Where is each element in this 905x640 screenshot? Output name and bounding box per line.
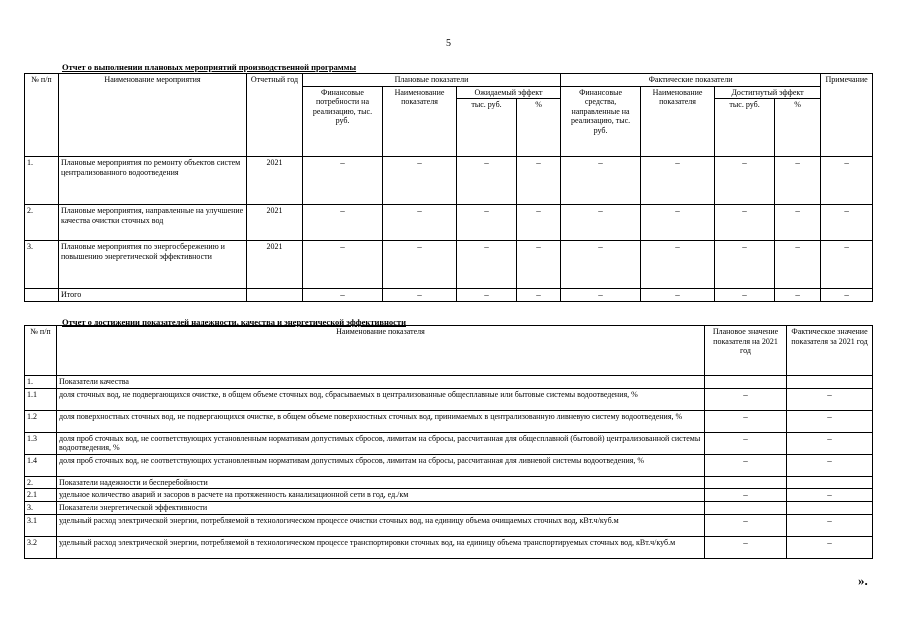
row-num: 1.3 bbox=[25, 432, 57, 454]
row-plan-value: – bbox=[705, 514, 787, 536]
row-fact-value: – bbox=[787, 514, 873, 536]
row-indicator-name: удельное количество аварий и засоров в расчете на протяженность канализационной сети в год, ед./км bbox=[57, 489, 705, 502]
row-indicator-name: доля проб сточных вод, не соответствующих установленным нормативам допустимых сбросов, лимитам на сбросы, рассчитанная для ливневой системы водоотведения, % bbox=[57, 454, 705, 476]
row-value: – bbox=[303, 241, 383, 289]
total-year bbox=[247, 289, 303, 302]
row-value: – bbox=[457, 157, 517, 205]
total-label: Итого bbox=[59, 289, 247, 302]
header-fact-effect: Достигнутый эффект bbox=[715, 86, 821, 99]
header-activity-name: Наименование мероприятия bbox=[59, 74, 247, 157]
row-fact-value: – bbox=[787, 454, 873, 476]
table-row bbox=[25, 388, 873, 410]
table-row bbox=[25, 432, 873, 454]
header-fact-financing: Финансовые средства, направленные на реализацию, тыс. руб. bbox=[561, 86, 641, 157]
row-value: – bbox=[561, 205, 641, 241]
row-plan-value: – bbox=[705, 388, 787, 410]
table-row bbox=[25, 514, 873, 536]
indicators-table bbox=[24, 325, 873, 559]
header-fact-percent: % bbox=[775, 99, 821, 157]
row-value: – bbox=[383, 205, 457, 241]
closing-quote: ». bbox=[858, 573, 868, 588]
row-value: – bbox=[821, 205, 873, 241]
section-row bbox=[25, 376, 873, 389]
program-activities-table bbox=[24, 73, 873, 302]
section-row bbox=[25, 502, 873, 515]
table-row bbox=[25, 489, 873, 502]
row-year: 2021 bbox=[247, 205, 303, 241]
total-row bbox=[25, 289, 873, 302]
row-value: – bbox=[517, 157, 561, 205]
row-value: – bbox=[775, 157, 821, 205]
header-year: Отчетный год bbox=[247, 74, 303, 157]
total-value: – bbox=[775, 289, 821, 302]
section-row bbox=[25, 476, 873, 489]
header-plan-effect: Ожидаемый эффект bbox=[457, 86, 561, 99]
row-plan-value: – bbox=[705, 432, 787, 454]
header-fact-value: Фактическое значение показателя за 2021 год bbox=[787, 326, 873, 376]
row-year: 2021 bbox=[247, 241, 303, 289]
row-indicator-name: удельный расход электрической энергии, потребляемой в технологическом процессе транспортировки сточных вод, на единицу объема транспортируемых сточных вод, кВт.ч/куб.м bbox=[57, 536, 705, 558]
table-row bbox=[25, 454, 873, 476]
row-num: 3.2 bbox=[25, 536, 57, 558]
row-value: – bbox=[561, 241, 641, 289]
row-value: – bbox=[457, 241, 517, 289]
header-plan-value: Плановое значение показателя на 2021 год bbox=[705, 326, 787, 376]
row-num: 1.1 bbox=[25, 388, 57, 410]
row-value: – bbox=[517, 241, 561, 289]
row-value: – bbox=[641, 241, 715, 289]
header-plan-indicator-name: Наименование показателя bbox=[383, 86, 457, 157]
header-plan-percent: % bbox=[517, 99, 561, 157]
row-indicator-name: Показатели энергетической эффективности bbox=[57, 502, 705, 515]
page-number: 5 bbox=[446, 38, 451, 49]
row-plan-value bbox=[705, 502, 787, 515]
header-plan-financing: Финансовые потребности на реализацию, тыс. руб. bbox=[303, 86, 383, 157]
header-note: Примечание bbox=[821, 74, 873, 157]
row-plan-value: – bbox=[705, 489, 787, 502]
table-row bbox=[25, 410, 873, 432]
header-num: № п/п bbox=[25, 326, 57, 376]
row-activity-name: Плановые мероприятия, направленные на улучшение качества очистки сточных вод bbox=[59, 205, 247, 241]
row-plan-value: – bbox=[705, 536, 787, 558]
table-row bbox=[25, 157, 873, 205]
row-value: – bbox=[303, 205, 383, 241]
row-fact-value: – bbox=[787, 489, 873, 502]
row-year: 2021 bbox=[247, 157, 303, 205]
row-activity-name: Плановые мероприятия по энергосбережению и повышению энергетической эффективности bbox=[59, 241, 247, 289]
row-fact-value bbox=[787, 502, 873, 515]
row-num: 2. bbox=[25, 205, 59, 241]
header-plan-group: Плановые показатели bbox=[303, 74, 561, 87]
row-value: – bbox=[457, 205, 517, 241]
total-value: – bbox=[641, 289, 715, 302]
row-value: – bbox=[383, 241, 457, 289]
row-value: – bbox=[715, 157, 775, 205]
row-value: – bbox=[641, 157, 715, 205]
row-num: 1. bbox=[25, 157, 59, 205]
row-num: 3. bbox=[25, 502, 57, 515]
row-fact-value: – bbox=[787, 388, 873, 410]
total-value: – bbox=[561, 289, 641, 302]
row-value: – bbox=[715, 205, 775, 241]
row-num: 3.1 bbox=[25, 514, 57, 536]
row-plan-value bbox=[705, 476, 787, 489]
row-indicator-name: доля проб сточных вод, не соответствующих установленным нормативам допустимых сбросов, лимитам на сбросы, рассчитанная для общесплавной (бытовой) централизованной системы водоотведения, % bbox=[57, 432, 705, 454]
row-activity-name: Плановые мероприятия по ремонту объектов систем централизованного водоотведения bbox=[59, 157, 247, 205]
row-indicator-name: доля сточных вод, не подвергающихся очистке, в общем объеме сточных вод, сбрасываемых в централизованные общесплавные или бытовые системы водоотведения, % bbox=[57, 388, 705, 410]
row-fact-value: – bbox=[787, 410, 873, 432]
row-num: 3. bbox=[25, 241, 59, 289]
total-value: – bbox=[821, 289, 873, 302]
header-fact-thousand-rub: тыс. руб. bbox=[715, 99, 775, 157]
table2-caption: Отчет о достижении показателей надежности, качества и энергетической эффективности bbox=[62, 317, 406, 327]
header-num: № п/п bbox=[25, 74, 59, 157]
total-value: – bbox=[303, 289, 383, 302]
row-fact-value: – bbox=[787, 432, 873, 454]
table1-caption: Отчет о выполнении плановых мероприятий производственной программы bbox=[62, 62, 357, 72]
row-plan-value: – bbox=[705, 410, 787, 432]
row-num: 2.1 bbox=[25, 489, 57, 502]
row-value: – bbox=[303, 157, 383, 205]
row-indicator-name: доля поверхностных сточных вод, не подвергающихся очистке, в общем объеме поверхностных сточных вод, принимаемых в централизованную ливневую систему водоотведения, % bbox=[57, 410, 705, 432]
row-num: 1.2 bbox=[25, 410, 57, 432]
row-num: 2. bbox=[25, 476, 57, 489]
row-plan-value: – bbox=[705, 454, 787, 476]
row-value: – bbox=[641, 205, 715, 241]
header-fact-indicator-name: Наименование показателя bbox=[641, 86, 715, 157]
row-value: – bbox=[775, 241, 821, 289]
table-row bbox=[25, 241, 873, 289]
row-indicator-name: удельный расход электрической энергии, потребляемой в технологическом процессе очистки сточных вод, на единицу объема очищаемых сточных вод, кВт.ч/куб.м bbox=[57, 514, 705, 536]
row-value: – bbox=[821, 157, 873, 205]
total-value: – bbox=[517, 289, 561, 302]
row-value: – bbox=[715, 241, 775, 289]
table-row bbox=[25, 536, 873, 558]
row-value: – bbox=[561, 157, 641, 205]
header-indicator-name: Наименование показателя bbox=[57, 326, 705, 376]
row-indicator-name: Показатели качества bbox=[57, 376, 705, 389]
total-value: – bbox=[457, 289, 517, 302]
row-value: – bbox=[821, 241, 873, 289]
total-value: – bbox=[383, 289, 457, 302]
table-row bbox=[25, 205, 873, 241]
row-indicator-name: Показатели надежности и бесперебойности bbox=[57, 476, 705, 489]
row-value: – bbox=[383, 157, 457, 205]
total-num bbox=[25, 289, 59, 302]
total-value: – bbox=[715, 289, 775, 302]
header-fact-group: Фактические показатели bbox=[561, 74, 821, 87]
header-plan-thousand-rub: тыс. руб. bbox=[457, 99, 517, 157]
row-fact-value: – bbox=[787, 536, 873, 558]
row-value: – bbox=[775, 205, 821, 241]
row-num: 1. bbox=[25, 376, 57, 389]
row-value: – bbox=[517, 205, 561, 241]
row-fact-value bbox=[787, 376, 873, 389]
row-num: 1.4 bbox=[25, 454, 57, 476]
row-plan-value bbox=[705, 376, 787, 389]
row-fact-value bbox=[787, 476, 873, 489]
